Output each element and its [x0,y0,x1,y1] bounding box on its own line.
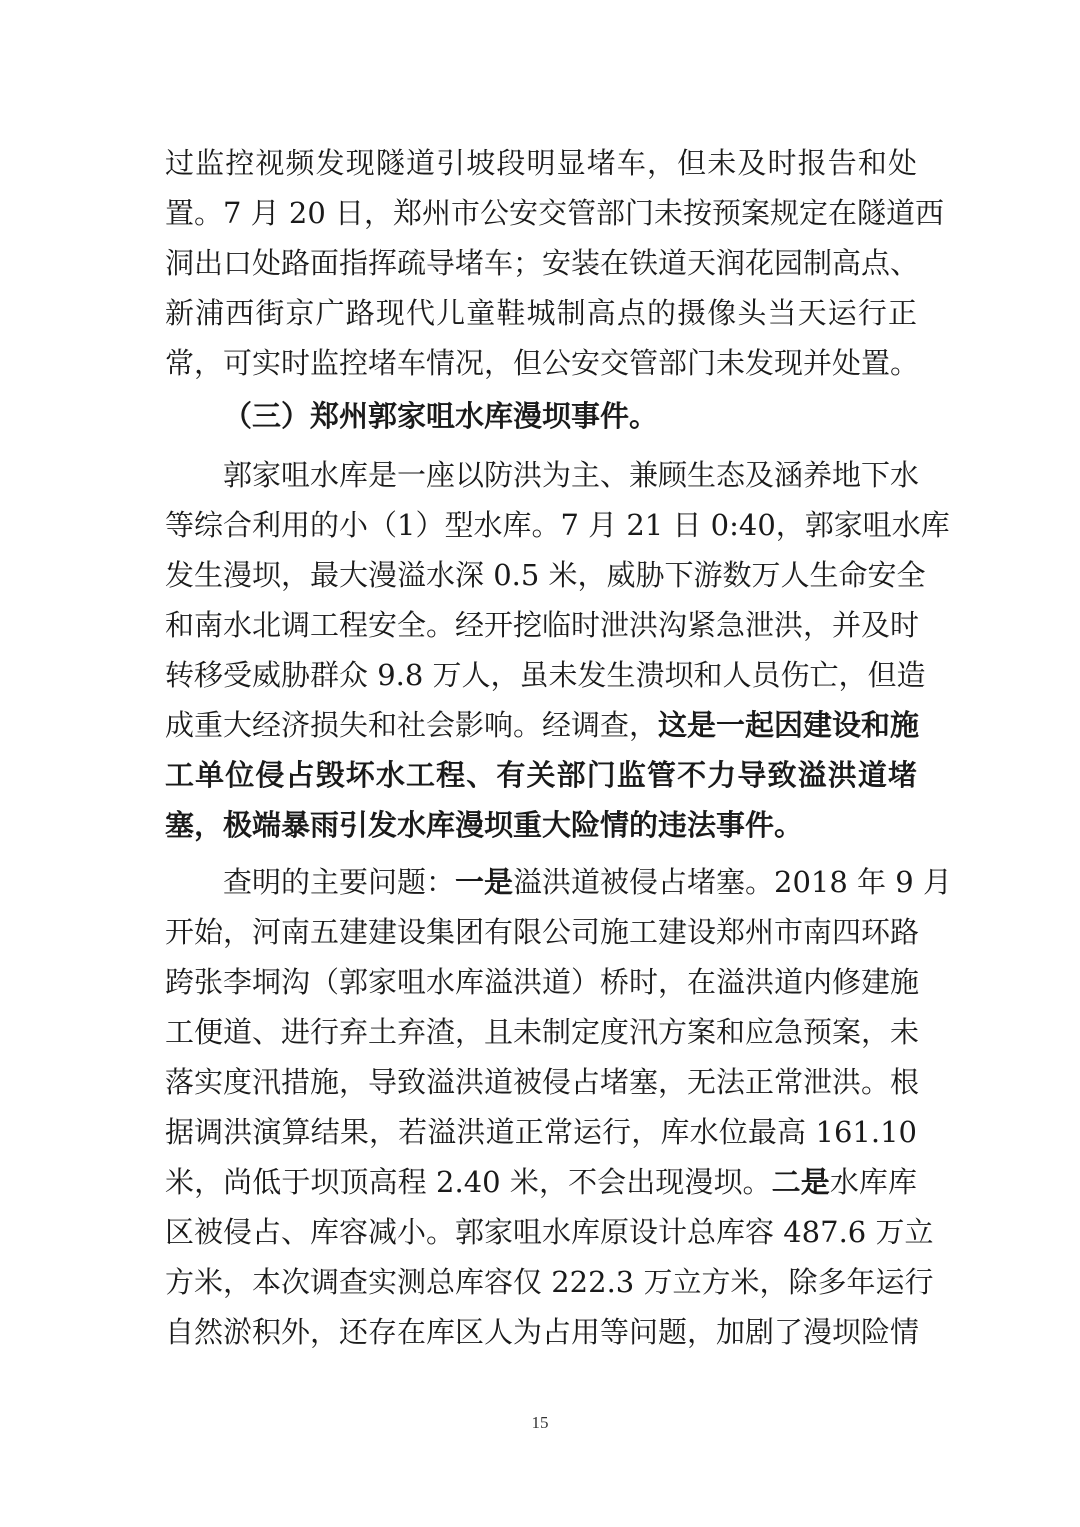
text-line [165,962,920,1002]
text-line [165,193,945,233]
text-line [165,805,917,845]
text-line [165,555,926,595]
text-segment: 工便道、进行弃土弃渣，且未制定度汛方案和应急预案，未 [165,1015,920,1049]
text-line [165,705,920,745]
text-segment: 自然淤积外，还存在库区人为占用等问题，加剧了漫坝险情 [165,1315,920,1349]
text-line [165,293,917,333]
text-segment: 常，可实时监控堵车情况，但公安交管部门未发现并处置。 [165,346,920,380]
text-segment: 洞出口处路面指挥疏导堵车；安装在铁道天润花园制高点、 [165,246,920,280]
text-segment: 查明的主要问题： [223,865,456,899]
text-line [165,755,917,795]
text-segment: 新浦西街京广路现代儿童鞋城制高点的摄像头当天运行正 [165,296,917,330]
text-line [165,243,920,283]
text-line [165,1262,934,1302]
text-segment: 等综合利用的小（1）型水库。7 月 21 日 0:40，郭家咀水库 [165,508,950,542]
bold-text-segment: （三）郑州郭家咀水库漫坝事件。 [223,399,659,433]
text-segment: 转移受威胁群众 9.8 万人，虽未发生溃坝和人员伤亡，但造 [165,658,926,692]
text-segment: 水库库 [829,1165,917,1199]
text-segment: 区被侵占、库容减小。郭家咀水库原设计总库容 487.6 万立 [165,1215,934,1249]
text-segment: 成重大经济损失和社会影响。经调查， [165,708,659,742]
text-line [223,455,920,495]
text-line [165,1012,920,1052]
text-segment: 跨张李垌沟（郭家咀水库溢洪道）桥时，在溢洪道内修建施 [165,965,920,999]
text-line [165,505,950,545]
text-segment: 发生漫坝，最大漫溢水深 0.5 米，威胁下游数万人生命安全 [165,558,926,592]
text-line [223,862,952,902]
text-line [165,343,920,383]
bold-text-segment: 二是 [771,1165,830,1199]
text-segment: 方米，本次调查实测总库容仅 222.3 万立方米，除多年运行 [165,1265,934,1299]
text-segment: 开始，河南五建建设集团有限公司施工建设郑州市南四环路 [165,915,920,949]
text-line [165,1212,934,1252]
text-segment: 溢洪道被侵占堵塞。2018 年 9 月 [513,865,952,899]
text-line [165,143,917,183]
text-segment: 米，尚低于坝顶高程 2.40 米，不会出现漫坝。 [165,1165,772,1199]
bold-text-segment: 一是 [455,865,514,899]
text-segment: 郭家咀水库是一座以防洪为主、兼顾生态及涵养地下水 [223,458,920,492]
text-segment: 过监控视频发现隧道引坡段明显堵车，但未及时报告和处 [165,146,917,180]
text-line [165,1112,917,1152]
bold-text-segment: 工单位侵占毁坏水工程、有关部门监管不力导致溢洪道堵 [165,758,917,792]
section-heading [223,396,917,436]
page-number: 15 [531,1413,549,1432]
text-segment: 据调洪演算结果，若溢洪道正常运行，库水位最高 161.10 [165,1115,917,1149]
bold-text-segment: 塞，极端暴雨引发水库漫坝重大险情的违法事件。 [165,808,804,842]
text-line [165,1062,920,1102]
text-segment: 落实度汛措施，导致溢洪道被侵占堵塞，无法正常泄洪。根 [165,1065,920,1099]
text-line [165,655,926,695]
text-line [165,912,920,952]
bold-text-segment: 这是一起因建设和施 [658,708,920,742]
text-segment: 置。7 月 20 日，郑州市公安交管部门未按预案规定在隧道西 [165,196,945,230]
text-segment: 和南水北调工程安全。经开挖临时泄洪沟紧急泄洪，并及时 [165,608,920,642]
text-line [165,1312,920,1352]
text-line [165,605,920,645]
text-line [165,1162,917,1202]
